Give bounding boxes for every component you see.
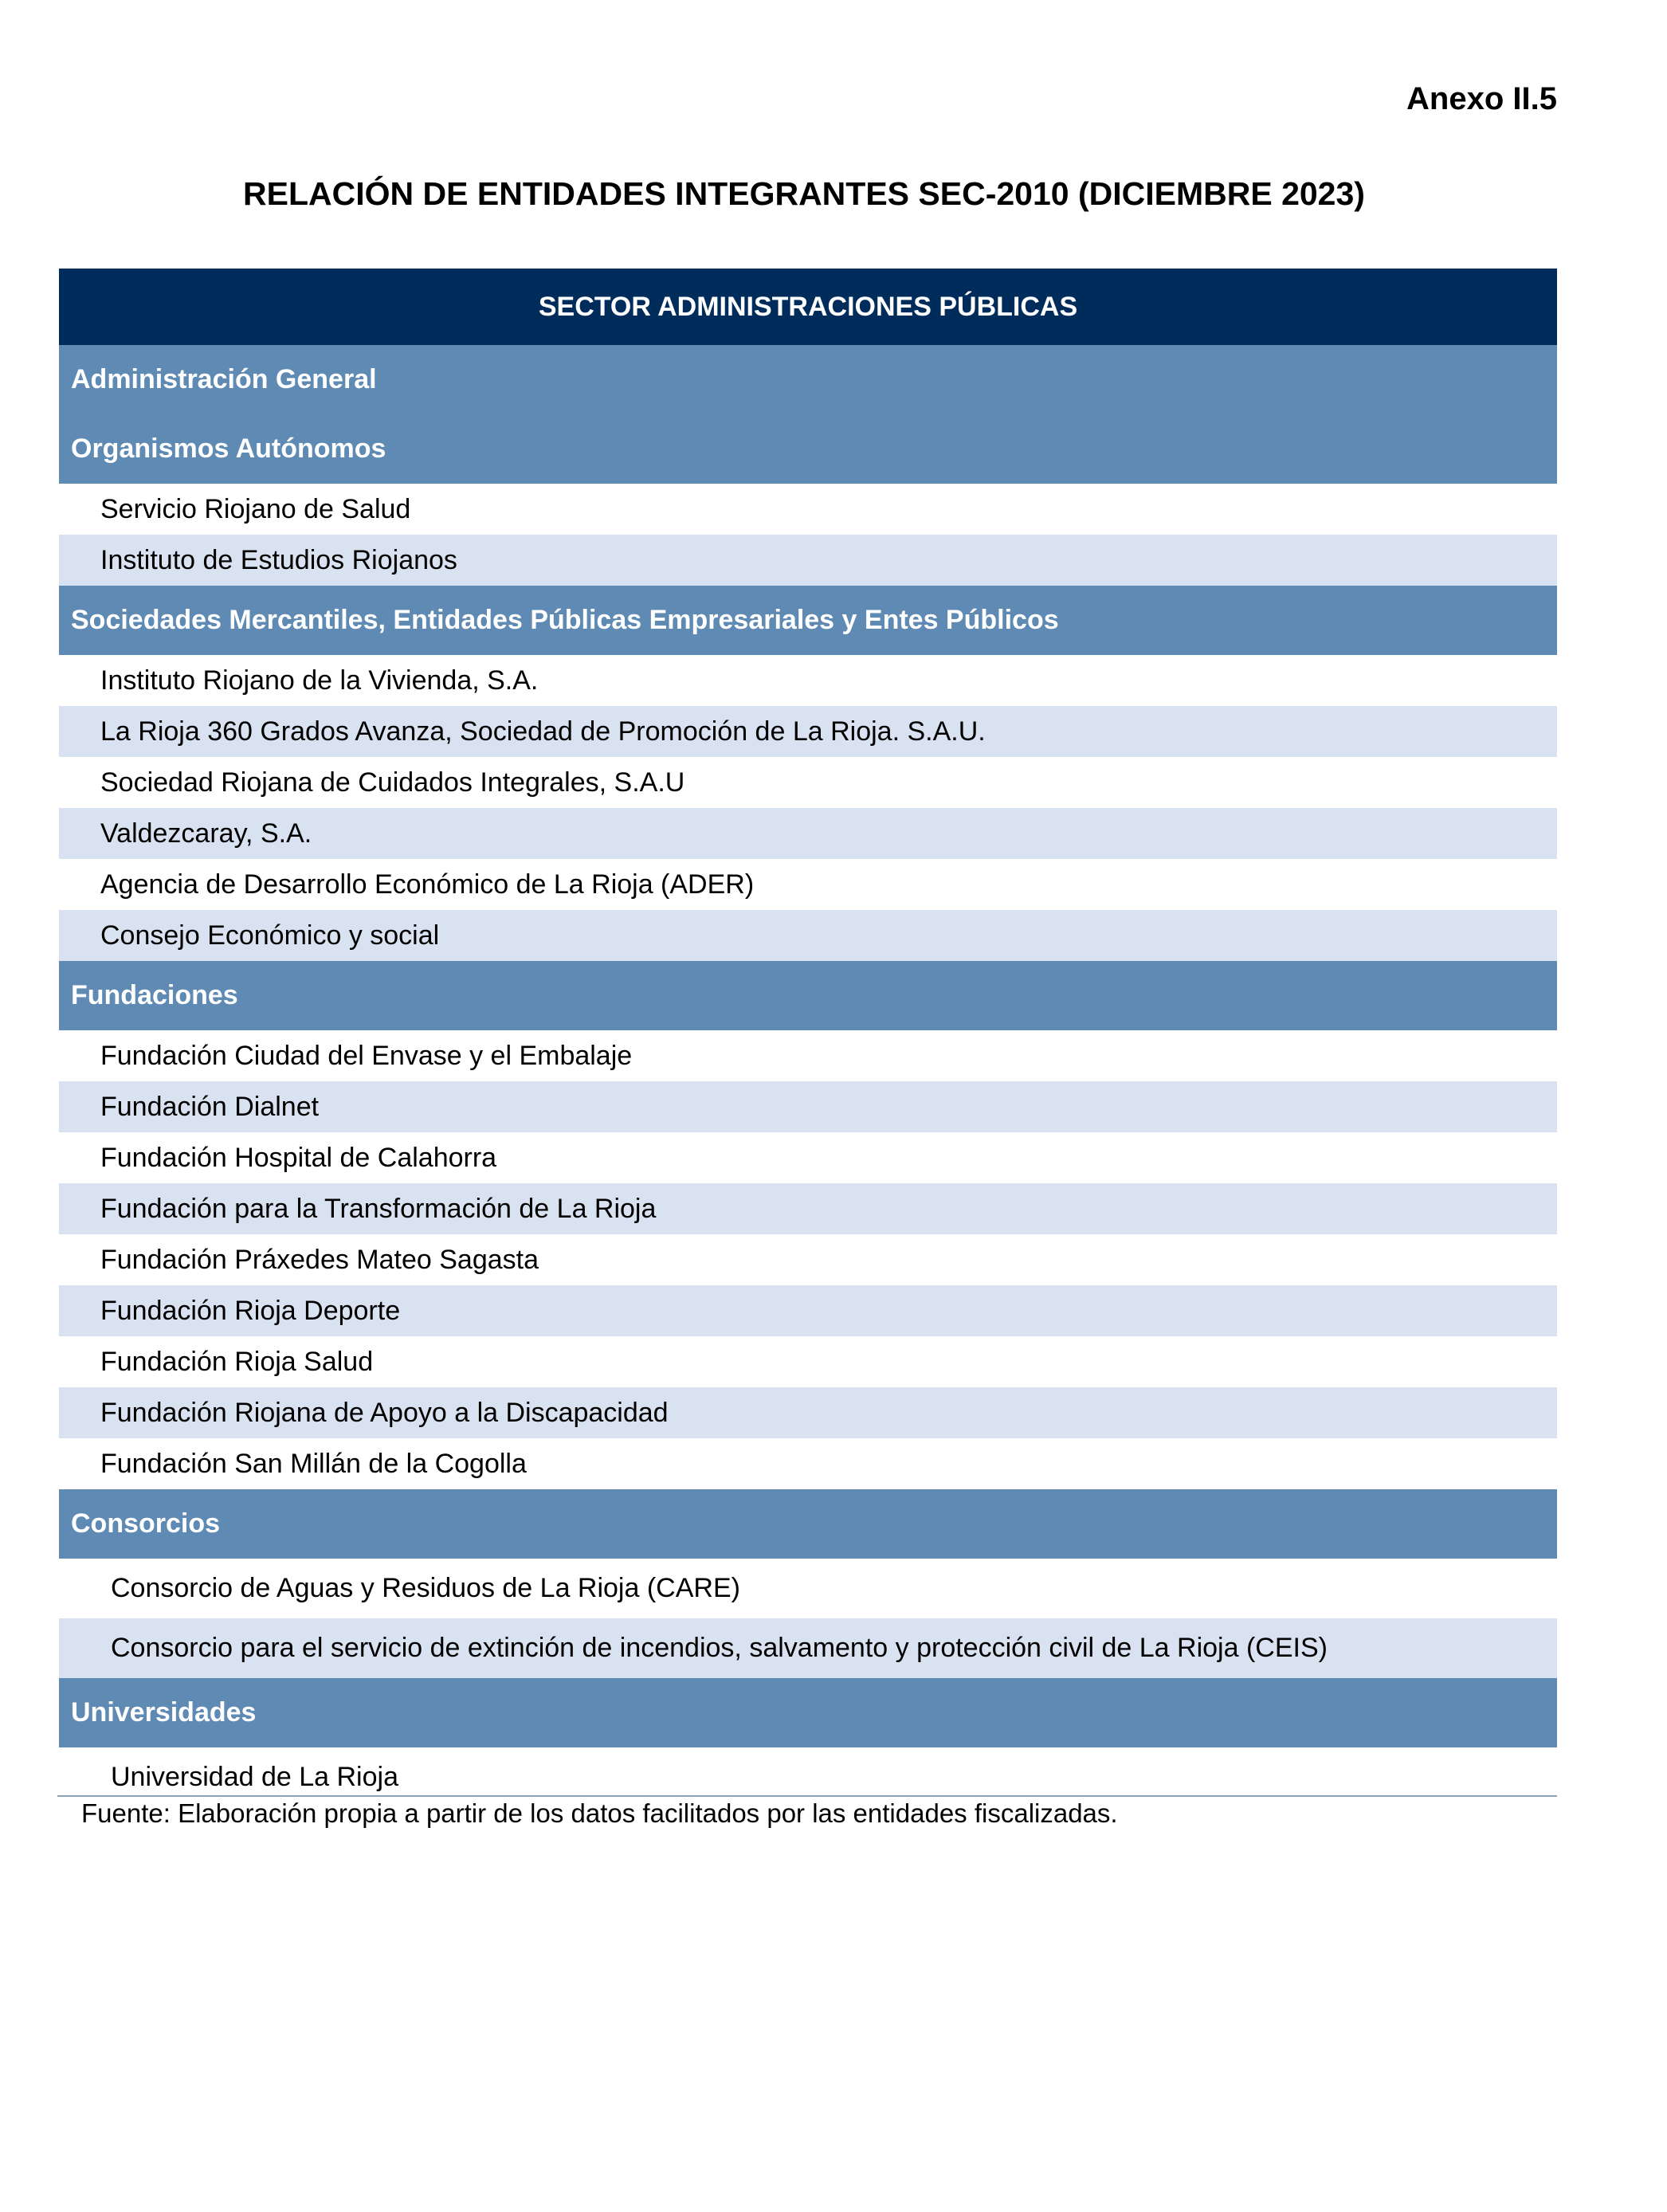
source-divider [57, 1795, 1557, 1797]
table-row: Fundación Dialnet [59, 1081, 1557, 1132]
table-row: Fundación para la Transformación de La Rioja [59, 1183, 1557, 1234]
table-row: Agencia de Desarrollo Económico de La Rioja (ADER) [100, 869, 755, 900]
table-row: Fundación Hospital de Calahorra [100, 1142, 497, 1173]
category-consorcios: Consorcios [59, 1489, 1557, 1559]
table-row: Consejo Económico y social [59, 910, 1557, 961]
table-header: SECTOR ADMINISTRACIONES PÚBLICAS [59, 269, 1557, 345]
table-row: Fundación San Millán de la Cogolla [100, 1448, 527, 1479]
table-row: Fundación Rioja Deporte [59, 1285, 1557, 1336]
table-row: Consorcio de Aguas y Residuos de La Rioja (CARE) [111, 1573, 740, 1603]
table-row: Valdezcaray, S.A. [59, 808, 1557, 859]
table-row: Universidad de La Rioja [111, 1762, 398, 1792]
table-row: Fundación Práxedes Mateo Sagasta [100, 1244, 539, 1275]
annex-label: Anexo II.5 [1406, 81, 1557, 116]
entities-table [59, 269, 1557, 1807]
table-row: La Rioja 360 Grados Avanza, Sociedad de Promoción de La Rioja. S.A.U. [59, 706, 1557, 757]
category-administracion-general: Administración General [59, 345, 1557, 414]
category-fundaciones: Fundaciones [59, 961, 1557, 1030]
table-row: Fundación Riojana de Apoyo a la Discapacidad [59, 1387, 1557, 1438]
category-sociedades: Sociedades Mercantiles, Entidades Públicas Empresariales y Entes Públicos [59, 586, 1557, 655]
category-universidades: Universidades [59, 1678, 1557, 1747]
source-note: Fuente: Elaboración propia a partir de los datos facilitados por las entidades fiscalizadas. [81, 1798, 1118, 1828]
page-title: RELACIÓN DE ENTIDADES INTEGRANTES SEC-2010 (DICIEMBRE 2023) [243, 175, 1365, 212]
table-row: Consorcio para el servicio de extinción de incendios, salvamento y protección civil de La Rioja (CEIS) [59, 1618, 1557, 1678]
table-row: Servicio Riojano de Salud [100, 493, 411, 524]
table-row: Instituto de Estudios Riojanos [59, 535, 1557, 586]
table-row: Fundación Ciudad del Envase y el Embalaje [100, 1040, 633, 1071]
table-row: Sociedad Riojana de Cuidados Integrales, S.A.U [100, 767, 685, 798]
category-organismos-autonomos: Organismos Autónomos [59, 414, 1557, 484]
table-row: Fundación Rioja Salud [100, 1346, 374, 1377]
table-row: Instituto Riojano de la Vivienda, S.A. [100, 665, 539, 696]
